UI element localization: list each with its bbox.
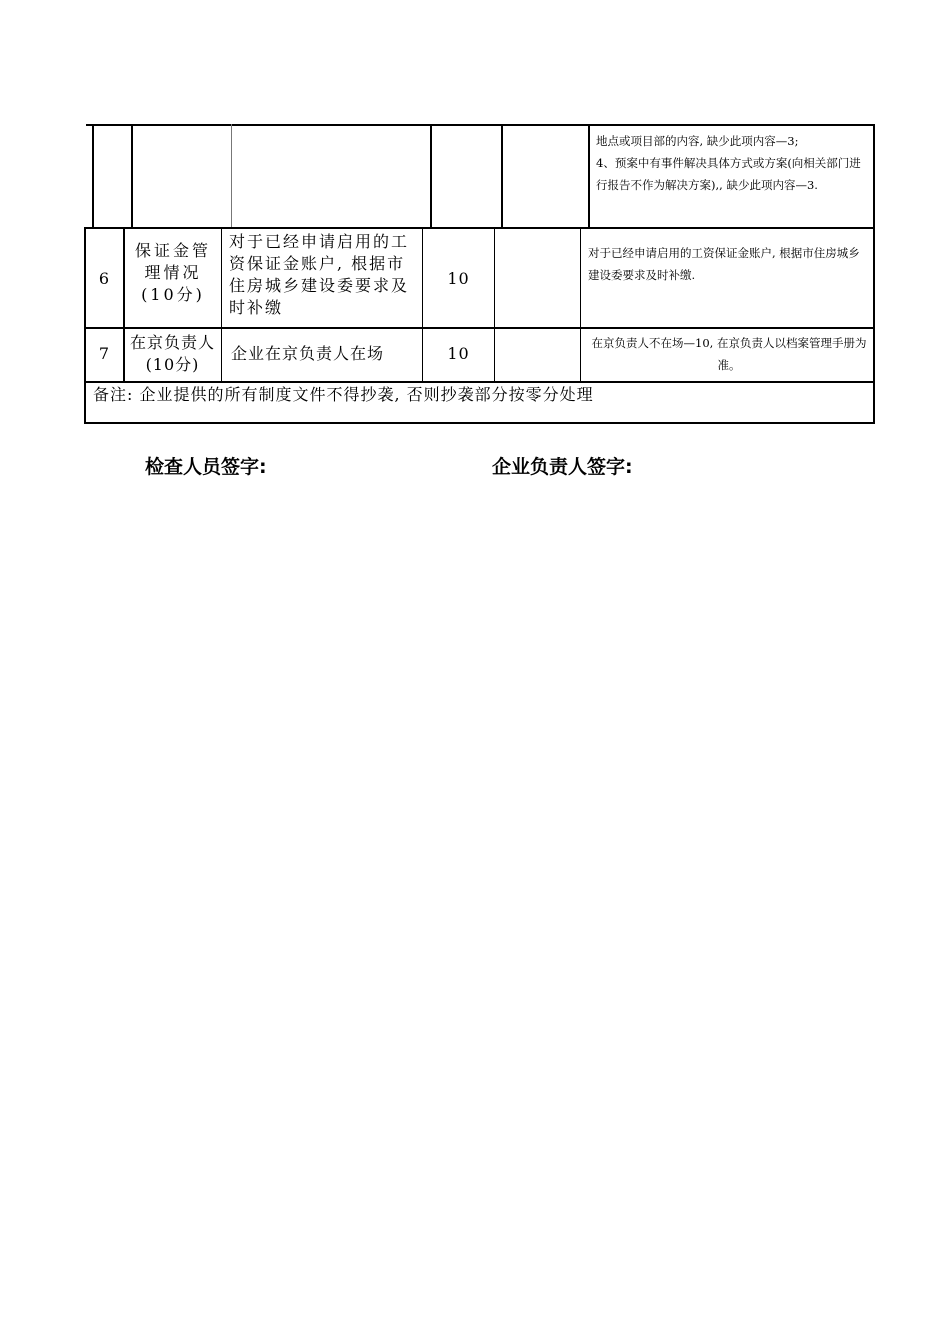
row-item: 在京负责人(10分) — [129, 333, 215, 374]
row-criteria: 在京负责人不在场—10, 在京负责人以档案管理手册为准。 — [591, 336, 867, 372]
remark-text: 备注: 企业提供的所有制度文件不得抄袭, 否则抄袭部分按零分处理 — [93, 385, 594, 404]
row-number: 7 — [98, 344, 111, 363]
row-criteria: 对于已经申请启用的工资保证金账户, 根据市住房城乡建设委要求及时补缴. — [588, 246, 860, 282]
row-content: 对于已经申请启用的工资保证金账户, 根据市住房城乡建设委要求及时补缴 — [229, 232, 410, 317]
row-number: 6 — [98, 269, 111, 288]
inspector-signature-label: 检查人员签字: — [145, 456, 267, 478]
row-content: 企业在京负责人在场 — [231, 344, 385, 363]
row-item: 保证金管理情况(10分) — [134, 241, 211, 304]
row-score: 10 — [447, 344, 470, 363]
row-score: 10 — [447, 269, 470, 288]
table-row — [0, 228, 950, 328]
enterprise-signature-label: 企业负责人签字: — [492, 456, 633, 478]
table-row — [0, 329, 950, 382]
continued-criteria-text: 地点或项目部的内容, 缺少此项内容—3; 4、预案中有事件解决具体方式或方案(向相关部门进行报告不作为解决方案),, 缺少此项内容—3. — [596, 134, 861, 192]
